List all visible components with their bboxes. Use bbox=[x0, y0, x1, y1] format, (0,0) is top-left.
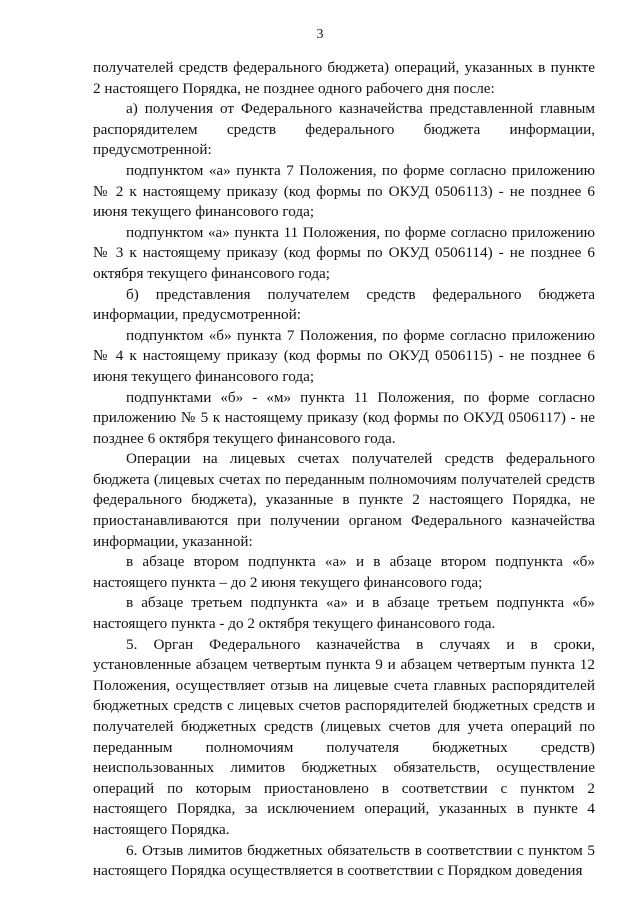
page-number: 3 bbox=[316, 27, 324, 42]
paragraph: в абзаце втором подпункта «а» и в абзаце втором подпункта «б» настоящего пункта – до 2 июня текущего финансового года; bbox=[93, 553, 595, 591]
paragraph: а) получения от Федерального казначейства представленной главным распорядителем средств федерального бюджета информации, предусмотренной: bbox=[93, 100, 595, 159]
document-body bbox=[93, 58, 595, 882]
paragraph: 6. Отзыв лимитов бюджетных обязательств в соответствии с пунктом 5 настоящего Порядка осуществляется в соответствии с Порядком доведения bbox=[93, 841, 595, 880]
paragraph: 5. Орган Федерального казначейства в случаях и в сроки, установленные абзацем четвертым пункта 9 и абзацем четвертым пункта 12 Положения, осуществляет отзыв на лицевые счета главных распорядителей бюджетных средств с лицевых счетов распорядителей бюджетных средств и получателей бюджетных средств (лицевых счетов для учета операций по переданным полномочиям получателя бюджетных средств) неиспользованных лимитов бюджетных обязательств, осуществление операций по которым приостановлено в соответствии с пунктом 2 настоящего Порядка, за исключением операций, указанных в пункте 4 настоящего Порядка. bbox=[93, 635, 595, 838]
paragraph: подпунктом «а» пункта 7 Положения, по форме согласно приложению № 2 к настоящему приказу (код формы по ОКУД 0506113) - не позднее 6 июня текущего финансового года; bbox=[93, 161, 595, 221]
paragraph: б) представления получателем средств федерального бюджета информации, предусмотренной: bbox=[93, 285, 595, 324]
paragraph: в абзаце третьем подпункта «а» и в абзаце третьем подпункта «б» настоящего пункта - до 2 октября текущего финансового года. bbox=[93, 594, 595, 633]
paragraph: подпунктом «б» пункта 7 Положения, по форме согласно приложению № 4 к настоящему приказу (код формы по ОКУД 0506115) - не позднее 6 июня текущего финансового года; bbox=[93, 326, 595, 385]
paragraph: подпунктами «б» - «м» пункта 11 Положения, по форме согласно приложению № 5 к настоящему приказу (код формы по ОКУД 0506117) - не позднее 6 октября текущего финансового года. bbox=[93, 388, 595, 447]
paragraph: подпунктом «а» пункта 11 Положения, по форме согласно приложению № 3 к настоящему приказу (код формы по ОКУД 0506114) - не позднее 6 октября текущего финансового года; bbox=[93, 223, 595, 282]
paragraph: Операции на лицевых счетах получателей средств федерального бюджета (лицевых счетах по переданным полномочиям получателей средств федерального бюджета), указанные в пункте 2 настоящего Порядка, не приостанавливаются при получении органом Федерального казначейства информации, указанной: bbox=[93, 450, 595, 550]
paragraph: получателей средств федерального бюджета) операций, указанных в пункте 2 настоящего Порядка, не позднее одного рабочего дня после: bbox=[93, 59, 595, 97]
